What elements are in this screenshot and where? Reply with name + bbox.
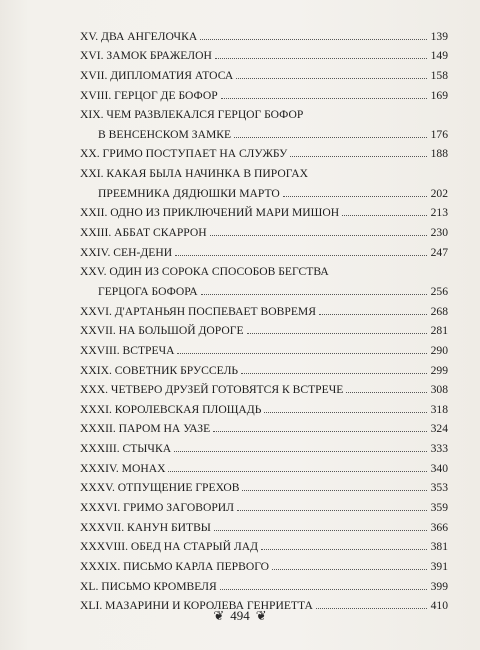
toc-entry-title: XX. ГРИМО ПОСТУПАЕТ НА СЛУЖБУ — [80, 147, 288, 161]
toc-entry — [80, 396, 448, 416]
toc-dot-leader — [214, 530, 427, 531]
toc-entry-page: 333 — [430, 442, 448, 456]
toc-entry — [80, 357, 448, 377]
toc-entry — [80, 298, 448, 318]
toc-entry — [80, 200, 448, 220]
toc-entry — [80, 23, 448, 43]
toc-entry-title: XXIII. АББАТ СКАРРОН — [80, 226, 207, 240]
toc-dot-leader — [221, 98, 427, 99]
toc-entry-title: XXX. ЧЕТВЕРО ДРУЗЕЙ ГОТОВЯТСЯ К ВСТРЕЧЕ — [80, 383, 344, 397]
toc-entry — [80, 534, 448, 554]
toc-dot-leader — [319, 314, 427, 315]
toc-entry-page: 299 — [430, 363, 448, 377]
toc-entry-page: 247 — [430, 245, 448, 259]
toc-dot-leader — [264, 412, 426, 413]
toc-entry-title: XXXVI. ГРИМО ЗАГОВОРИЛ — [80, 501, 235, 515]
toc-dot-leader — [237, 510, 427, 511]
toc-entry-title: XXXVIII. ОБЕД НА СТАРЫЙ ЛАД — [80, 540, 259, 554]
toc-entry-title: XXII. ОДНО ИЗ ПРИКЛЮЧЕНИЙ МАРИ МИШОН — [80, 206, 340, 220]
toc-entry-title: XL. ПИСЬМО КРОМВЕЛЯ — [80, 579, 217, 593]
toc-dot-leader — [174, 451, 427, 452]
toc-dot-leader — [201, 294, 427, 295]
table-of-contents — [80, 23, 448, 612]
toc-entry-page: 230 — [430, 226, 448, 240]
toc-entry — [80, 43, 448, 63]
toc-entry-page: 149 — [430, 49, 448, 63]
fleuron-right-icon: ❦ — [255, 608, 267, 623]
toc-entry-page: 281 — [430, 324, 448, 338]
toc-entry-title: XXIV. СЕН-ДЕНИ — [80, 245, 173, 259]
toc-entry — [80, 82, 448, 102]
toc-entry-title: XIX. ЧЕМ РАЗВЛЕКАЛСЯ ГЕРЦОГ БОФОР — [80, 108, 304, 122]
toc-entry — [80, 553, 448, 573]
toc-entry-title: XXXI. КОРОЛЕВСКАЯ ПЛОЩАДЬ — [80, 402, 262, 416]
toc-entry-page: 324 — [430, 422, 448, 436]
toc-entry — [80, 416, 448, 436]
toc-entry-page: 202 — [430, 186, 448, 200]
toc-entry-title: XXVI. Д'АРТАНЬЯН ПОСПЕВАЕТ ВОВРЕМЯ — [80, 304, 316, 318]
toc-dot-leader — [220, 589, 427, 590]
toc-entry — [80, 239, 448, 259]
toc-entry-title: В ВЕНСЕНСКОМ ЗАМКЕ — [98, 127, 232, 141]
toc-entry — [80, 160, 448, 180]
toc-entry-page: 399 — [430, 579, 448, 593]
toc-entry — [80, 259, 448, 279]
toc-entry — [80, 455, 448, 475]
toc-entry-page: 176 — [430, 127, 448, 141]
page-number: 494 — [230, 608, 250, 623]
toc-dot-leader — [213, 431, 426, 432]
toc-dot-leader — [210, 235, 427, 236]
toc-entry-page: 188 — [430, 147, 448, 161]
toc-entry — [80, 102, 448, 122]
toc-dot-leader — [272, 569, 427, 570]
toc-entry-page: 366 — [430, 520, 448, 534]
toc-entry — [80, 121, 448, 141]
toc-entry-page: 139 — [430, 29, 448, 43]
page-footer — [0, 608, 480, 624]
toc-entry-page: 268 — [430, 304, 448, 318]
toc-entry-title: ПРЕЕМНИКА ДЯДЮШКИ МАРТО — [98, 186, 280, 200]
toc-entry — [80, 573, 448, 593]
toc-dot-leader — [290, 156, 426, 157]
toc-entry-title: XXVIII. ВСТРЕЧА — [80, 343, 175, 357]
toc-entry — [80, 318, 448, 338]
toc-entry — [80, 219, 448, 239]
toc-dot-leader — [215, 58, 427, 59]
toc-entry-title: XXVII. НА БОЛЬШОЙ ДОРОГЕ — [80, 324, 244, 338]
toc-entry-page: 158 — [430, 68, 448, 82]
toc-entry-page: 213 — [430, 206, 448, 220]
fleuron-left-icon: ❦ — [213, 608, 225, 623]
toc-entry — [80, 475, 448, 495]
toc-entry-title: XLI. МАЗАРИНИ И КОРОЛЕВА ГЕНРИЕТТА — [80, 599, 313, 613]
toc-entry-title: XVII. ДИПЛОМАТИЯ АТОСА — [80, 68, 234, 82]
toc-entry-title: XXXIII. СТЫЧКА — [80, 442, 172, 456]
toc-dot-leader — [242, 490, 426, 491]
toc-entry-page: 256 — [430, 284, 448, 298]
toc-dot-leader — [283, 196, 427, 197]
toc-entry-title: XVIII. ГЕРЦОГ ДЕ БОФОР — [80, 88, 218, 102]
toc-entry — [80, 141, 448, 161]
toc-entry — [80, 494, 448, 514]
toc-entry-title: XXIX. СОВЕТНИК БРУССЕЛЬ — [80, 363, 239, 377]
toc-dot-leader — [175, 255, 427, 256]
toc-entry — [80, 62, 448, 82]
toc-entry-page: 353 — [430, 481, 448, 495]
toc-dot-leader — [236, 78, 426, 79]
toc-entry-title: XXXIX. ПИСЬМО КАРЛА ПЕРВОГО — [80, 559, 270, 573]
toc-entry-page: 381 — [430, 540, 448, 554]
toc-entry-page: 290 — [430, 343, 448, 357]
toc-dot-leader — [200, 39, 426, 40]
toc-entry-page: 169 — [430, 88, 448, 102]
toc-dot-leader — [168, 471, 426, 472]
toc-dot-leader — [342, 215, 426, 216]
toc-entry-title: XXXII. ПАРОМ НА УАЗЕ — [80, 422, 211, 436]
toc-entry — [80, 337, 448, 357]
toc-entry-page: 340 — [430, 461, 448, 475]
toc-entry — [80, 514, 448, 534]
toc-dot-leader — [234, 137, 427, 138]
toc-entry-title: XXV. ОДИН ИЗ СОРОКА СПОСОБОВ БЕГСТВА — [80, 265, 329, 279]
toc-entry-title: XXXIV. МОНАХ — [80, 461, 166, 475]
toc-dot-leader — [346, 392, 426, 393]
toc-entry-page: 410 — [430, 599, 448, 613]
toc-entry-page: 359 — [430, 501, 448, 515]
toc-entry-title: XXXV. ОТПУЩЕНИЕ ГРЕХОВ — [80, 481, 240, 495]
toc-dot-leader — [247, 333, 427, 334]
toc-entry-title: XXI. КАКАЯ БЫЛА НАЧИНКА В ПИРОГАХ — [80, 167, 308, 181]
toc-entry — [80, 278, 448, 298]
toc-entry-title: ГЕРЦОГА БОФОРА — [98, 284, 198, 298]
toc-entry-page: 391 — [430, 559, 448, 573]
toc-entry-page: 308 — [430, 383, 448, 397]
toc-entry — [80, 180, 448, 200]
toc-dot-leader — [261, 549, 427, 550]
toc-entry — [80, 435, 448, 455]
toc-entry-title: XV. ДВА АНГЕЛОЧКА — [80, 29, 198, 43]
toc-entry-title: XXXVII. КАНУН БИТВЫ — [80, 520, 211, 534]
toc-dot-leader — [241, 373, 427, 374]
toc-entry-page: 318 — [430, 402, 448, 416]
toc-entry-title: XVI. ЗАМОК БРАЖЕЛОН — [80, 49, 212, 63]
toc-entry — [80, 377, 448, 397]
toc-dot-leader — [177, 353, 426, 354]
